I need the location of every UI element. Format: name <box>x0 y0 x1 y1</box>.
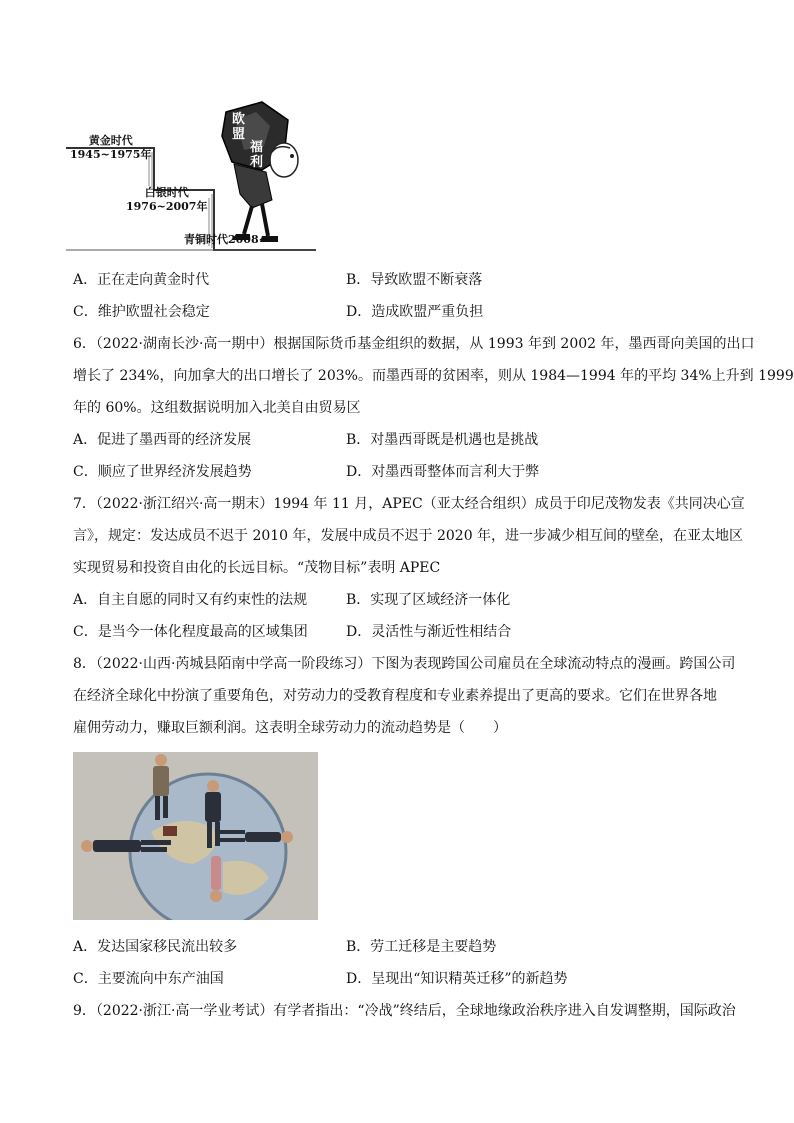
option-text: 是当今一体化程度最高的区域集团 <box>97 624 308 640</box>
option-letter: A． <box>73 272 98 288</box>
option-text: 维护欧盟社会稳定 <box>97 304 210 320</box>
q6-option-a[interactable] <box>73 430 251 450</box>
q5-option-b[interactable] <box>346 270 482 290</box>
q6-option-d[interactable] <box>346 462 539 482</box>
option-letter: D． <box>346 304 372 320</box>
option-text: 造成欧盟严重负担 <box>371 304 484 320</box>
option-letter: B． <box>346 272 371 288</box>
option-text: 对墨西哥整体而言利大于弊 <box>371 464 540 480</box>
eu-welfare-cartoon <box>66 100 316 258</box>
q7-stem-line-2: 言》，规定：发达成员不迟于 2010 年，发展中成员不迟于 2020 年，进一步减少相互间的壁垒，在亚太地区 <box>73 528 744 544</box>
q8-option-b[interactable] <box>346 937 496 957</box>
q6-option-b[interactable] <box>346 430 538 450</box>
option-letter: D． <box>346 624 372 640</box>
q9-stem-line-1: 9．（2022·浙江·高一学业考试）有学者指出：“冷战”终结后，全球地缘政治秩序进入自发调整期，国际政治 <box>73 1003 736 1019</box>
option-text: 促进了墨西哥的经济发展 <box>97 432 252 448</box>
option-text: 实现了区域经济一体化 <box>370 592 511 608</box>
q7-option-c[interactable] <box>73 622 308 642</box>
option-text: 正在走向黄金时代 <box>97 272 210 288</box>
option-text: 发达国家移民流出较多 <box>97 939 238 955</box>
option-text: 导致欧盟不断衰落 <box>370 272 483 288</box>
option-letter: C． <box>73 304 98 320</box>
option-text: 灵活性与渐近性相结合 <box>371 624 512 640</box>
q6-stem-line-2: 增长了 234%，向加拿大的出口增长了 203%。而墨西哥的贫困率，则从 1984—1994 年的平均 34%上升到 1999 <box>73 368 794 384</box>
rock-text-welfare: 福 利 <box>250 140 264 170</box>
q8-stem-line-1: 8．（2022·山西·芮城县陌南中学高一阶段练习）下图为表现跨国公司雇员在全球流动特点的漫画。跨国公司 <box>73 656 736 672</box>
option-letter: D． <box>346 464 372 480</box>
option-letter: C． <box>73 464 98 480</box>
option-text: 劳工迁移是主要趋势 <box>370 939 497 955</box>
option-letter: A． <box>73 939 98 955</box>
option-text: 对墨西哥既是机遇也是挑战 <box>370 432 539 448</box>
option-letter: A． <box>73 592 98 608</box>
photo-drawing <box>73 752 318 920</box>
option-text: 呈现出“知识精英迁移”的新趋势 <box>371 971 568 987</box>
q7-option-a[interactable] <box>73 590 307 610</box>
q8-stem-line-3: 雇佣劳动力，赚取巨额利润。这表明全球劳动力的流动趋势是（ ） <box>73 720 507 736</box>
q7-option-b[interactable] <box>346 590 510 610</box>
option-letter: C． <box>73 624 98 640</box>
q6-stem-line-1: 6．（2022·湖南长沙·高一期中）根据国际货币基金组织的数据，从 1993 年到 2002 年，墨西哥向美国的出口 <box>73 336 755 352</box>
q8-option-a[interactable] <box>73 937 237 957</box>
option-letter: B． <box>346 592 371 608</box>
option-letter: D． <box>346 971 372 987</box>
q6-option-c[interactable] <box>73 462 252 482</box>
option-text: 自主自愿的同时又有约束性的法规 <box>97 592 308 608</box>
rock-text-eu: 欧 盟 <box>232 112 246 142</box>
q5-option-d[interactable] <box>346 302 483 322</box>
option-text: 顺应了世界经济发展趋势 <box>97 464 252 480</box>
q7-stem-line-3: 实现贸易和投资自由化的长远目标。“茂物目标”表明 APEC <box>73 560 441 576</box>
global-workers-photo <box>73 752 318 920</box>
q5-option-c[interactable] <box>73 302 210 322</box>
option-letter: B． <box>346 432 371 448</box>
step-bronze-age: 青铜时代2008~ <box>184 233 268 246</box>
q8-stem-line-2: 在经济全球化中扮演了重要角色，对劳动力的受教育程度和专业素养提出了更高的要求。它们在世界各地 <box>73 688 717 704</box>
option-text: 主要流向中东产油国 <box>97 971 224 987</box>
q6-stem-line-3: 年的 60%。这组数据说明加入北美自由贸易区 <box>73 400 361 416</box>
step-golden-age: 黄金时代 1945~1975年 <box>70 134 152 161</box>
q8-option-c[interactable] <box>73 969 224 989</box>
option-letter: C． <box>73 971 98 987</box>
option-letter: A． <box>73 432 98 448</box>
q5-option-a[interactable] <box>73 270 209 290</box>
q7-stem-line-1: 7．（2022·浙江绍兴·高一期末）1994 年 11 月，APEC（亚太经合组织）成员于印尼茂物发表《共同决心宣 <box>73 496 745 512</box>
option-letter: B． <box>346 939 371 955</box>
q7-option-d[interactable] <box>346 622 511 642</box>
step-silver-age: 白银时代 1976~2007年 <box>126 186 208 213</box>
q8-option-d[interactable] <box>346 969 568 989</box>
